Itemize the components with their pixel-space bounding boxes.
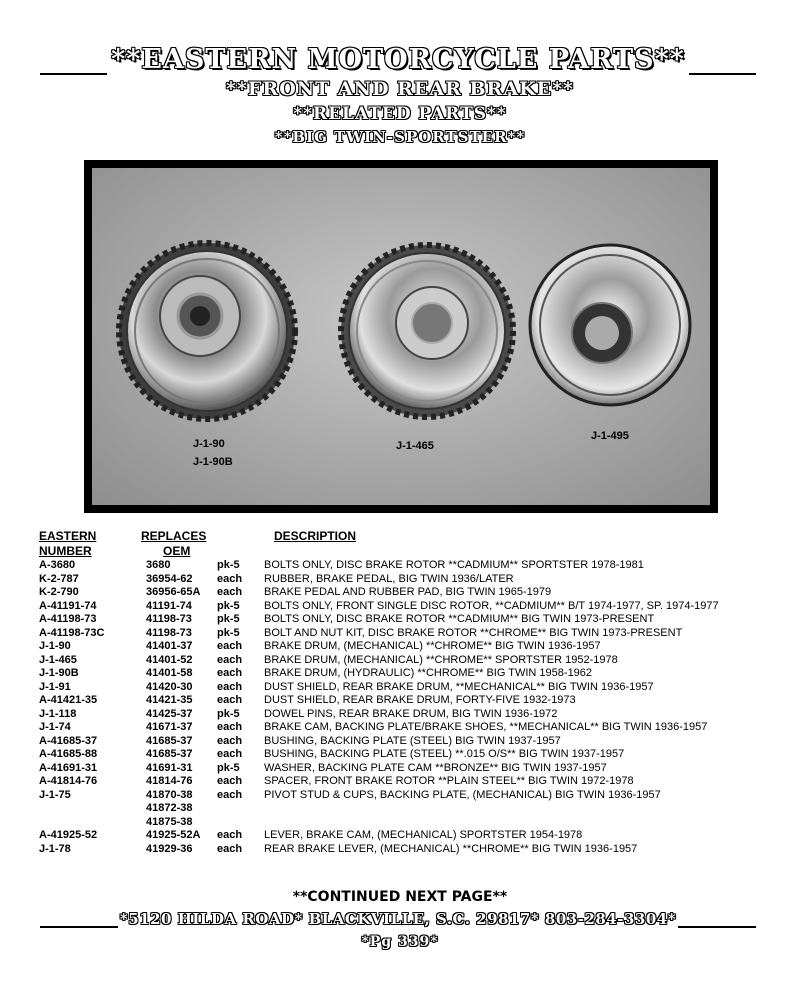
col-header-replaces: REPLACES xyxy=(141,529,207,543)
quantity: each xyxy=(217,667,243,679)
description: SPACER, FRONT BRAKE ROTOR **PLAIN STEEL** BIG TWIN 1972-1978 xyxy=(264,775,634,787)
table-row xyxy=(39,775,779,789)
eastern-number: K-2-790 xyxy=(39,586,79,598)
quantity: pk-5 xyxy=(217,707,240,720)
quantity: each xyxy=(217,775,243,787)
oem-number: 3680 xyxy=(146,559,171,571)
photo-background xyxy=(92,168,710,505)
title-line xyxy=(40,44,756,75)
oem-number: 41425-37 xyxy=(146,707,193,720)
oem-number: 41691-31 xyxy=(146,761,193,774)
table-row xyxy=(39,802,779,816)
description: BOLTS ONLY, DISC BRAKE ROTOR **CADMIUM** BIG TWIN 1973-PRESENT xyxy=(264,613,655,625)
parts-table xyxy=(39,559,779,856)
col-header-eastern: EASTERN xyxy=(39,529,97,543)
table-row xyxy=(39,789,779,803)
oem-number: 41401-52 xyxy=(146,653,193,666)
eastern-number: A-41814-76 xyxy=(39,775,98,787)
brake-drum-right xyxy=(530,245,690,405)
table-row xyxy=(39,600,779,614)
oem-number: 41421-35 xyxy=(146,694,193,706)
eastern-number: A-41685-37 xyxy=(39,734,98,747)
eastern-number: K-2-787 xyxy=(39,572,79,585)
description: PIVOT STUD & CUPS, BACKING PLATE, (MECHANICAL) BIG TWIN 1936-1957 xyxy=(264,788,661,801)
table-row xyxy=(39,694,779,708)
description: RUBBER, BRAKE PEDAL, BIG TWIN 1936/LATER xyxy=(264,572,514,585)
description: DOWEL PINS, REAR BRAKE DRUM, BIG TWIN 1936-1972 xyxy=(264,707,558,720)
photo-label-j-1-495: J-1-495 xyxy=(591,430,629,442)
photo-label-j-1-90b: J-1-90B xyxy=(193,456,233,468)
oem-number: 41420-30 xyxy=(146,680,193,693)
table-row xyxy=(39,586,779,600)
sprocket-drum-center xyxy=(341,245,513,417)
oem-number: 36956-65A xyxy=(146,586,201,598)
eastern-number: J-1-118 xyxy=(39,707,77,720)
table-row xyxy=(39,640,779,654)
quantity: each xyxy=(217,748,243,760)
quantity: pk-5 xyxy=(217,761,240,774)
oem-number: 36954-62 xyxy=(146,572,193,585)
eastern-number: J-1-90 xyxy=(39,640,71,652)
description: BRAKE DRUM, (HYDRAULIC) **CHROME** BIG TWIN 1958-1962 xyxy=(264,667,593,679)
col-header-description: DESCRIPTION xyxy=(274,529,357,543)
description: DUST SHIELD, REAR BRAKE DRUM, **MECHANICAL** BIG TWIN 1936-1957 xyxy=(264,680,654,693)
col-header-oem: OEM xyxy=(163,544,191,558)
oem-number: 41401-58 xyxy=(146,667,193,679)
address-rule-left xyxy=(40,908,118,928)
table-row xyxy=(39,573,779,587)
eastern-number: J-1-74 xyxy=(39,721,71,733)
description: DUST SHIELD, REAR BRAKE DRUM, FORTY-FIVE 1932-1973 xyxy=(264,694,576,706)
description: BUSHING, BACKING PLATE (STEEL) BIG TWIN 1937-1957 xyxy=(264,734,561,747)
eastern-number: A-41198-73C xyxy=(39,626,105,639)
eastern-number: J-1-465 xyxy=(39,653,77,666)
oem-number: 41872-38 xyxy=(146,802,193,814)
table-row xyxy=(39,829,779,843)
description: WASHER, BACKING PLATE CAM **BRONZE** BIG TWIN 1937-1957 xyxy=(264,761,607,774)
eastern-number: A-3680 xyxy=(39,559,76,571)
table-row xyxy=(39,721,779,735)
oem-number: 41198-73 xyxy=(146,626,192,639)
table-row xyxy=(39,748,779,762)
oem-number: 41875-38 xyxy=(146,815,193,828)
quantity: each xyxy=(217,842,243,855)
table-row xyxy=(39,559,779,573)
quantity: each xyxy=(217,721,243,733)
table-row xyxy=(39,708,779,722)
oem-number: 41925-52A xyxy=(146,829,201,841)
eastern-number: A-41925-52 xyxy=(39,829,98,841)
address-line xyxy=(40,908,756,928)
quantity: pk-5 xyxy=(217,626,240,639)
oem-number: 41198-73 xyxy=(146,613,192,625)
photo-label-j-1-90: J-1-90 xyxy=(193,438,225,450)
description: BRAKE DRUM, (MECHANICAL) **CHROME** SPORTSTER 1952-1978 xyxy=(264,653,618,666)
eastern-number: A-41685-88 xyxy=(39,748,98,760)
quantity: each xyxy=(217,640,243,652)
description: BRAKE CAM, BACKING PLATE/BRAKE SHOES, **MECHANICAL** BIG TWIN 1936-1957 xyxy=(264,721,708,733)
quantity: pk-5 xyxy=(217,599,240,612)
col-header-number: NUMBER xyxy=(39,544,92,558)
quantity: each xyxy=(217,653,243,666)
product-photo xyxy=(84,160,718,513)
title-rule-left xyxy=(40,47,107,75)
quantity: pk-5 xyxy=(217,613,240,625)
table-row xyxy=(39,816,779,830)
eastern-number: J-1-78 xyxy=(39,842,71,855)
sprocket-drum-left xyxy=(119,243,295,419)
oem-number: 41870-38 xyxy=(146,788,193,801)
address-rule-right xyxy=(678,908,756,928)
description: BRAKE PEDAL AND RUBBER PAD, BIG TWIN 1965-1979 xyxy=(264,586,552,598)
table-row xyxy=(39,843,779,857)
oem-number: 41191-74 xyxy=(146,599,192,612)
quantity: each xyxy=(217,572,243,585)
subtitle-models: **BIG TWIN-SPORTSTER** xyxy=(274,128,526,146)
page-title: **EASTERN MOTORCYCLE PARTS** xyxy=(111,44,685,75)
table-row xyxy=(39,681,779,695)
eastern-number: A-41691-31 xyxy=(39,761,98,774)
subtitle-related: **RELATED PARTS** xyxy=(293,104,507,124)
oem-number: 41814-76 xyxy=(146,775,193,787)
table-row xyxy=(39,667,779,681)
eastern-number: J-1-75 xyxy=(39,788,71,801)
continued-notice: **CONTINUED NEXT PAGE** xyxy=(292,889,508,905)
quantity: each xyxy=(217,734,243,747)
description: REAR BRAKE LEVER, (MECHANICAL) **CHROME** BIG TWIN 1936-1957 xyxy=(264,842,638,855)
address: *5120 HILDA ROAD* BLACKVILLE, S.C. 29817* 803-284-3304* xyxy=(119,910,677,928)
quantity: each xyxy=(217,586,243,598)
description: BOLTS ONLY, DISC BRAKE ROTOR **CADMIUM** SPORTSTER 1978-1981 xyxy=(264,559,644,571)
description: BOLT AND NUT KIT, DISC BRAKE ROTOR **CHROME** BIG TWIN 1973-PRESENT xyxy=(264,626,683,639)
table-row xyxy=(39,762,779,776)
table-row xyxy=(39,654,779,668)
quantity: each xyxy=(217,829,243,841)
table-row xyxy=(39,627,779,641)
quantity: pk-5 xyxy=(217,559,240,571)
table-row xyxy=(39,735,779,749)
quantity: each xyxy=(217,680,243,693)
oem-number: 41671-37 xyxy=(146,721,193,733)
eastern-number: A-41421-35 xyxy=(39,694,98,706)
photo-label-j-1-465: J-1-465 xyxy=(396,440,434,452)
eastern-number: A-41198-73 xyxy=(39,613,97,625)
oem-number: 41401-37 xyxy=(146,640,193,652)
title-rule-right xyxy=(689,47,756,75)
description: LEVER, BRAKE CAM, (MECHANICAL) SPORTSTER 1954-1978 xyxy=(264,829,583,841)
table-row xyxy=(39,613,779,627)
quantity: each xyxy=(217,694,243,706)
oem-number: 41929-36 xyxy=(146,842,193,855)
brake-drums-illustration xyxy=(92,168,710,505)
subtitle-brake: **FRONT AND REAR BRAKE** xyxy=(226,78,574,100)
eastern-number: A-41191-74 xyxy=(39,599,97,612)
oem-number: 41685-37 xyxy=(146,748,193,760)
quantity: each xyxy=(217,788,243,801)
eastern-number: J-1-90B xyxy=(39,667,79,679)
page-number: *Pg 339* xyxy=(361,934,439,950)
description: BOLTS ONLY, FRONT SINGLE DISC ROTOR, **CADMIUM** B/T 1974-1977, SP. 1974-1977 xyxy=(264,599,719,612)
description: BRAKE DRUM, (MECHANICAL) **CHROME** BIG TWIN 1936-1957 xyxy=(264,640,601,652)
description: BUSHING, BACKING PLATE (STEEL) **.015 O/S** BIG TWIN 1937-1957 xyxy=(264,748,625,760)
eastern-number: J-1-91 xyxy=(39,680,71,693)
oem-number: 41685-37 xyxy=(146,734,193,747)
